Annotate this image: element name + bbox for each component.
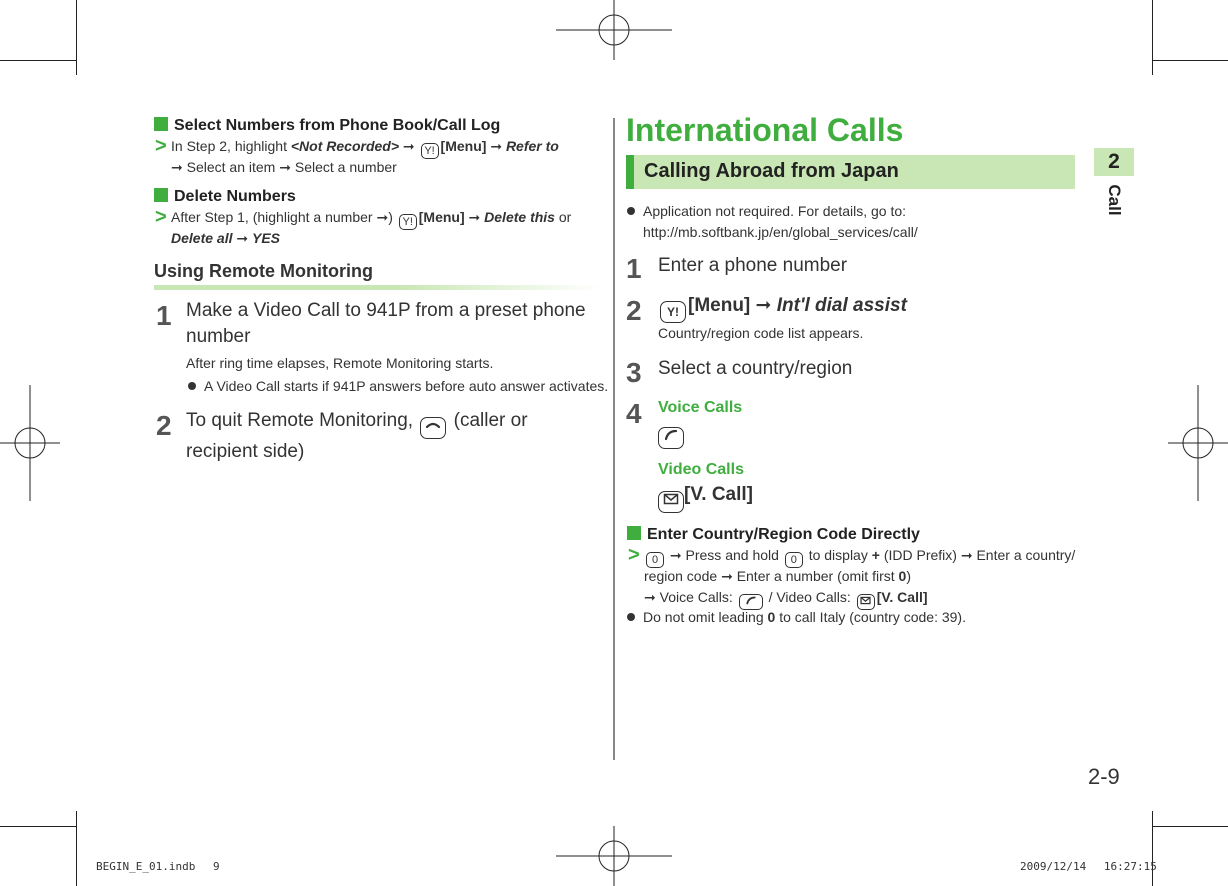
url-text: http://mb.softbank.jp/en/global_services/call/ (643, 224, 918, 240)
end-call-key-icon (420, 417, 446, 439)
bullet-item: Application not required. For details, go to: (627, 201, 906, 222)
chapter-tab (1094, 148, 1134, 176)
voice-call-key (658, 423, 684, 449)
bullet-item: Do not omit leading 0 to call Italy (country code: 39). (627, 607, 966, 628)
yahoo-key-icon: Y! (660, 301, 686, 323)
yahoo-key-icon: Y! (399, 214, 417, 230)
zero-key-icon: 0 (785, 552, 803, 568)
column-divider (613, 118, 615, 760)
registration-mark-right (1168, 385, 1228, 501)
bullet-icon (627, 207, 635, 215)
crop-mark (76, 811, 77, 886)
bullet-item: A Video Call starts if 941P answers before auto answer activates. (188, 376, 608, 397)
step-text: Select a country/region (658, 358, 853, 379)
crop-mark (76, 0, 77, 75)
arrow-icon: ➞ (402, 138, 415, 154)
arrow-icon: ➞ (236, 230, 249, 246)
green-square-icon (154, 117, 168, 131)
section-heading-delete-numbers: Delete Numbers (154, 188, 296, 206)
instruction-line: Delete all ➞ YES (171, 230, 281, 246)
step-note: After ring time elapses, Remote Monitoring starts. (186, 355, 494, 371)
green-square-icon (154, 188, 168, 202)
chevron-right-icon: > (628, 544, 640, 566)
subtitle-band (626, 155, 1075, 189)
step-text: To quit Remote Monitoring, (caller or recipient side) (186, 410, 528, 462)
step-number: 1 (156, 300, 172, 331)
arrow-icon: ➞ (171, 159, 183, 175)
crop-mark (1152, 811, 1153, 886)
step-number: 1 (626, 253, 642, 284)
arrow-icon: ➞ (644, 589, 656, 605)
video-calls-label: Video Calls (658, 461, 744, 478)
arrow-icon: ➞ (468, 209, 481, 225)
page-number: 2-9 (1088, 764, 1120, 789)
chapter-label: Call (1105, 184, 1124, 216)
step-number: 4 (626, 398, 642, 429)
chevron-right-icon: > (155, 206, 167, 228)
section-heading-select-numbers: Select Numbers from Phone Book/Call Log (154, 117, 500, 135)
instruction-line: ➞ Select an item ➞ Select a number (171, 159, 397, 175)
bullet-icon (627, 613, 635, 621)
registration-mark-bottom (556, 826, 672, 886)
arrow-icon: ➞ (755, 295, 772, 316)
instruction-line: After Step 1, (highlight a number ➞) Y! [Menu] ➞ Delete this or (171, 209, 572, 228)
crop-mark (1152, 826, 1228, 827)
crop-mark (0, 60, 76, 61)
instruction-line: In Step 2, highlight <Not Recorded> ➞ Y! [Menu] ➞ Refer to (171, 138, 559, 157)
bullet-icon (188, 382, 196, 390)
instruction-line: region code ➞ Enter a number (omit first 0) (644, 568, 911, 584)
registration-mark-top (556, 0, 672, 60)
voice-calls-label: Voice Calls (658, 399, 743, 416)
arrow-icon: ➞ (376, 209, 389, 225)
subtitle-band-accent (626, 155, 634, 189)
section-heading-direct: Enter Country/Region Code Directly (627, 526, 920, 544)
step-number: 2 (626, 295, 642, 326)
step-text: Enter a phone number (658, 255, 848, 276)
step-note: Country/region code list appears. (658, 325, 864, 341)
arrow-icon: ➞ (960, 547, 973, 563)
yahoo-key-icon: Y! (421, 143, 439, 159)
arrow-icon: ➞ (490, 138, 503, 154)
crop-mark (0, 826, 76, 827)
heading-underline (154, 285, 600, 290)
arrow-icon: ➞ (279, 159, 291, 175)
mail-key-icon (658, 491, 684, 513)
step-text: Y! [Menu] ➞ Int'l dial assist (658, 293, 907, 323)
instruction-line: ➞ Voice Calls: / Video Calls: [V. Call] (644, 587, 928, 610)
subtitle: Calling Abroad from Japan (644, 160, 899, 182)
green-square-icon (627, 526, 641, 540)
registration-mark-left (0, 385, 60, 501)
page-title: International Calls (626, 112, 904, 148)
chapter-number: 2 (1108, 150, 1120, 173)
chapter-label-wrap (1104, 180, 1124, 220)
step-number: 3 (626, 357, 642, 388)
arrow-icon: ➞ (669, 547, 682, 563)
step-text: Make a Video Call to 941P from a preset phone number (186, 300, 586, 347)
arrow-icon: ➞ (721, 568, 733, 584)
video-call-key: [V. Call] (658, 484, 753, 513)
subheading-remote-monitoring: Using Remote Monitoring (154, 261, 373, 281)
crop-mark (1152, 0, 1153, 75)
step-number: 2 (156, 410, 172, 441)
footer-file-info: BEGIN_E_01.indb 9 (96, 860, 220, 873)
call-key-icon (658, 427, 684, 449)
chevron-right-icon: > (155, 135, 167, 157)
footer-timestamp: 2009/12/14 16:27:15 (1020, 860, 1157, 873)
instruction-line: 0 ➞ Press and hold 0 to display + (IDD Prefix) ➞ Enter a country/ (644, 545, 1075, 568)
crop-mark (1152, 60, 1228, 61)
zero-key-icon: 0 (646, 552, 664, 568)
